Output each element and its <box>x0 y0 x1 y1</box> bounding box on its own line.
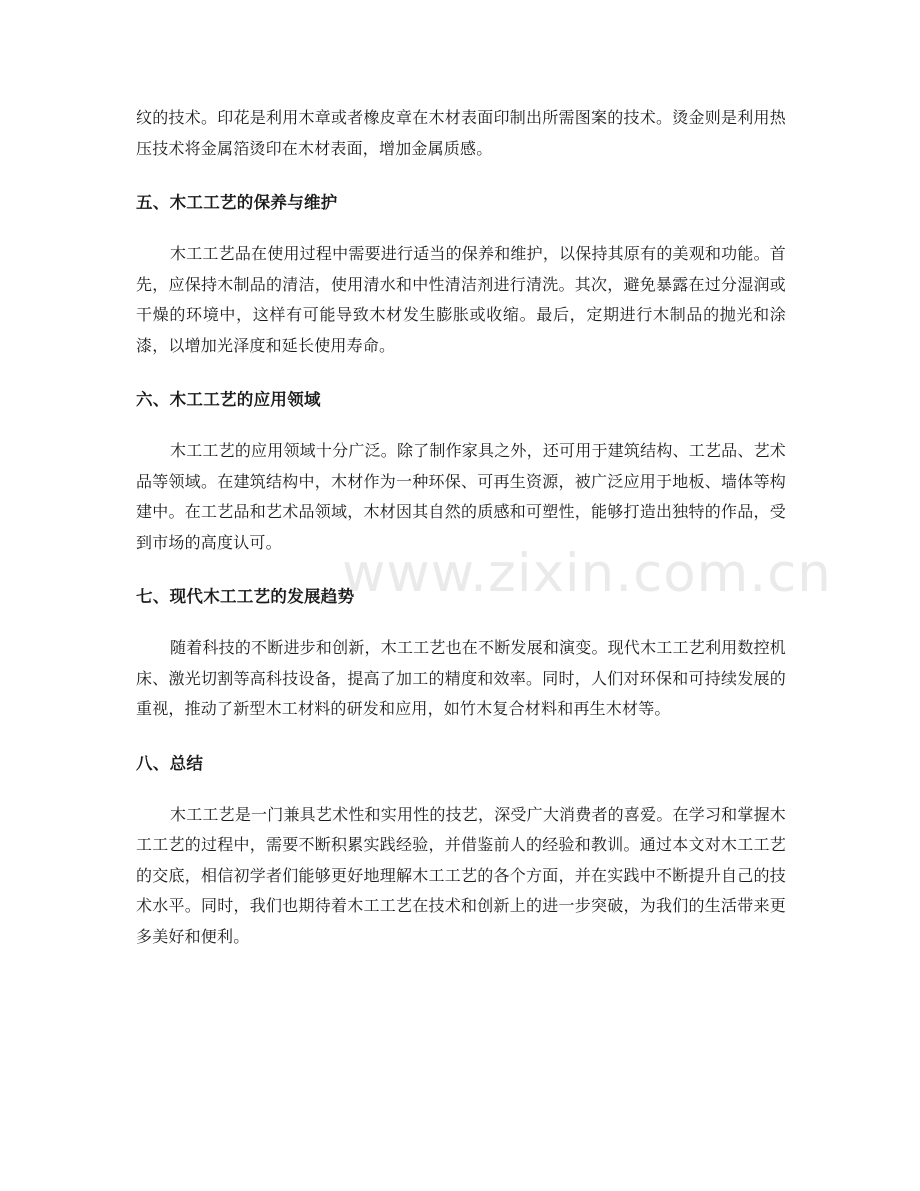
watermark-text: www.zixin.com.cn <box>342 543 832 604</box>
section-heading-8: 八、总结 <box>136 753 204 773</box>
intro-paragraph: 纹的技术。印花是利用木章或者橡皮章在木材表面印制出所需图案的技术。烫金则是利用热压技术将金属箔烫印在木材表面，增加金属质感。 <box>136 108 786 158</box>
section-heading-6: 六、木工工艺的应用领域 <box>136 390 321 409</box>
section-heading-7: 七、现代木工工艺的发展趋势 <box>136 587 355 606</box>
section-heading-5: 五、木工工艺的保养与维护 <box>136 193 338 212</box>
section-body-6: 木工工艺的应用领域十分广泛。除了制作家具之外，还可用于建筑结构、工艺品、艺术品等领域。在建筑结构中，木材作为一种环保、可再生资源，被广泛应用于地板、墙体等构建中。在工艺品和艺术品领域，木材因其自然的质感和可塑性，能够打造出独特的作品，受到市场的高度认可。 <box>136 441 786 552</box>
document-body <box>136 103 786 952</box>
section-body-7: 随着科技的不断进步和创新，木工工艺也在不断发展和演变。现代木工工艺利用数控机床、激光切割等高科技设备，提高了加工的精度和效率。同时，人们对环保和可持续发展的重视，推动了新型木工材料的研发和应用，如竹木复合材料和再生木材等。 <box>136 638 786 718</box>
section-body-8: 木工工艺是一门兼具艺术性和实用性的技艺，深受广大消费者的喜爱。在学习和掌握木工工艺的过程中，需要不断积累实践经验，并借鉴前人的经验和教训。通过本文对木工工艺的交底，相信初学者们能够更好地理解木工工艺的各个方面，并在实践中不断提升自己的技术水平。同时，我们也期待着木工工艺在技术和创新上的进一步突破，为我们的生活带来更多美好和便利。 <box>136 804 786 946</box>
section-body-5: 木工工艺品在使用过程中需要进行适当的保养和维护，以保持其原有的美观和功能。首先，应保持木制品的清洁，使用清水和中性清洁剂进行清洗。其次，避免暴露在过分湿润或干燥的环境中，这样有可能导致木材发生膨胀或收缩。最后，定期进行木制品的抛光和涂漆，以增加光泽度和延长使用寿命。 <box>136 244 786 355</box>
